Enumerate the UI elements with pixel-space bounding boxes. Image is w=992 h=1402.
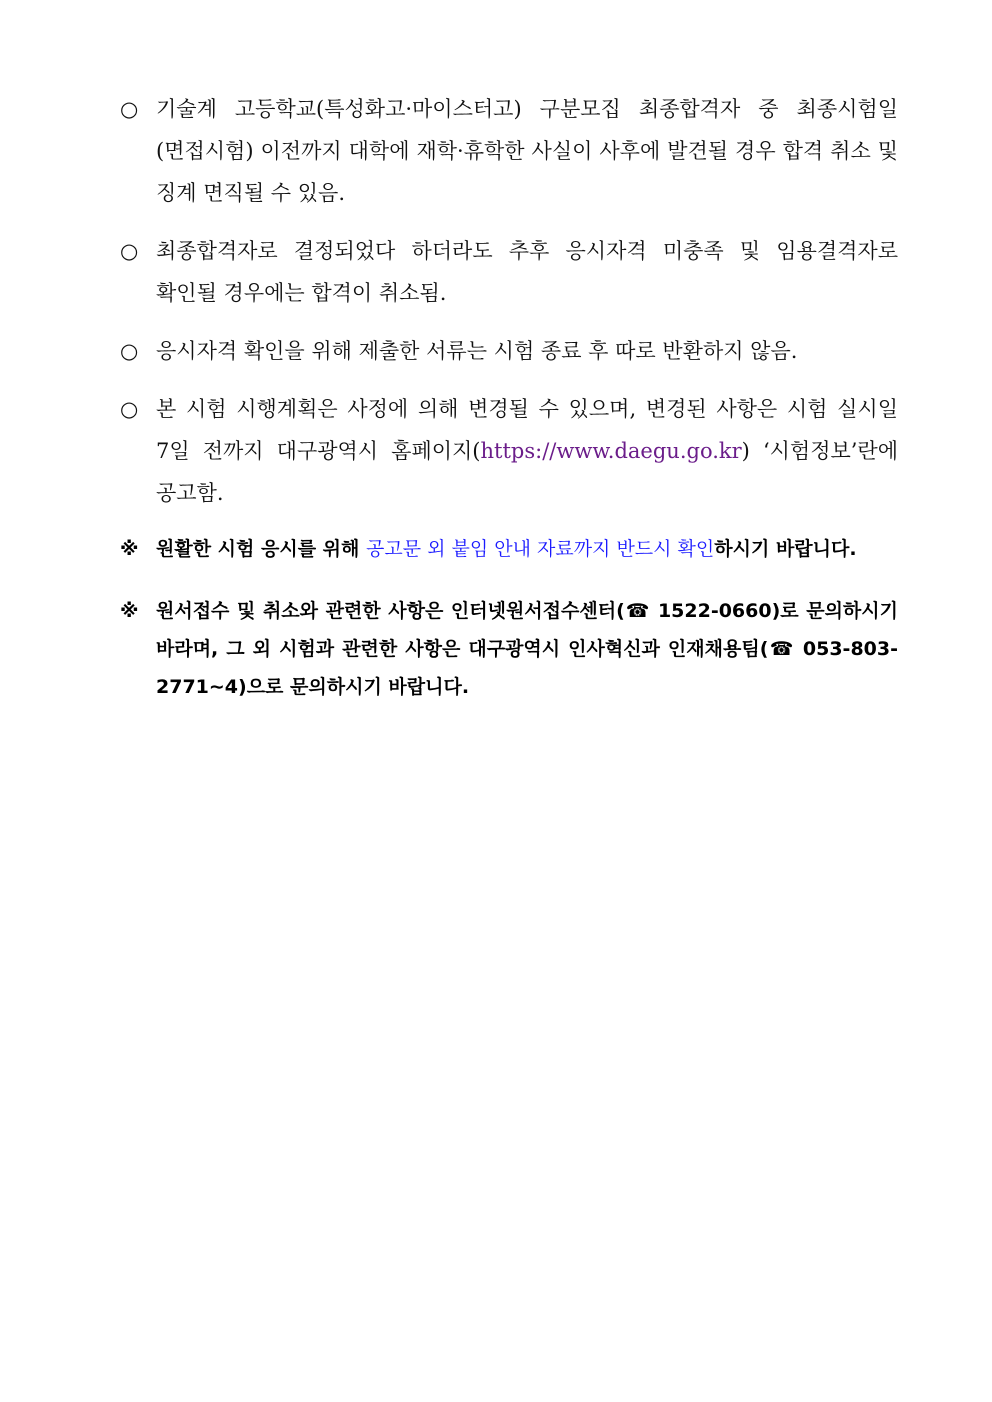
notice-item-text-after: ) ‘시험정보’란에 공고함. (156, 439, 899, 505)
note-text: 원서접수 및 취소와 관련한 사항은 인터넷원서접수센터(☎ 1522-0660)로 문의하시기 바라며, 그 외 시험과 관련한 사항은 대구광역시 인사혁신과 인재채용팀(☎ 053-803-2771∼4)으로 문의하시기 바랍니다. (156, 600, 898, 698)
notice-content (120, 88, 898, 706)
circle-bullet-icon: ○ (120, 397, 139, 421)
notice-note (120, 592, 898, 706)
note-text-before: 원활한 시험 응시를 위해 (156, 538, 366, 560)
reference-mark-icon: ※ (120, 600, 139, 622)
notice-item-text: 최종합격자로 결정되었다 하더라도 추후 응시자격 미충족 및 임용결격자로 확인될 경우에는 합격이 취소됨. (156, 239, 898, 305)
notice-item-text: 기술계 고등학교(특성화고·마이스터고) 구분모집 최종합격자 중 최종시험일(면접시험) 이전까지 대학에 재학·휴학한 사실이 사후에 발견될 경우 합격 취소 및 징계 면직될 수 있음. (156, 97, 898, 205)
note-text-after: 하시기 바랍니다. (714, 538, 857, 560)
note-highlight: 공고문 외 붙임 안내 자료까지 반드시 확인 (366, 538, 715, 560)
circle-bullet-icon: ○ (120, 239, 139, 263)
notice-item (120, 230, 898, 314)
circle-bullet-icon: ○ (120, 97, 139, 121)
notice-item (120, 330, 898, 372)
reference-mark-icon: ※ (120, 538, 139, 560)
circle-bullet-icon: ○ (120, 339, 139, 363)
homepage-link[interactable]: https://www.daegu.go.kr (480, 439, 742, 463)
notice-item-text-before: 본 시험 시행계획은 사정에 의해 변경될 수 있으며, 변경된 사항은 시험 실시일 7일 전까지 대구광역시 홈페이지( (156, 397, 898, 463)
notice-item-text: 응시자격 확인을 위해 제출한 서류는 시험 종료 후 따로 반환하지 않음. (156, 339, 798, 363)
notice-item (120, 88, 898, 214)
notice-note (120, 530, 898, 568)
notice-item (120, 388, 898, 514)
